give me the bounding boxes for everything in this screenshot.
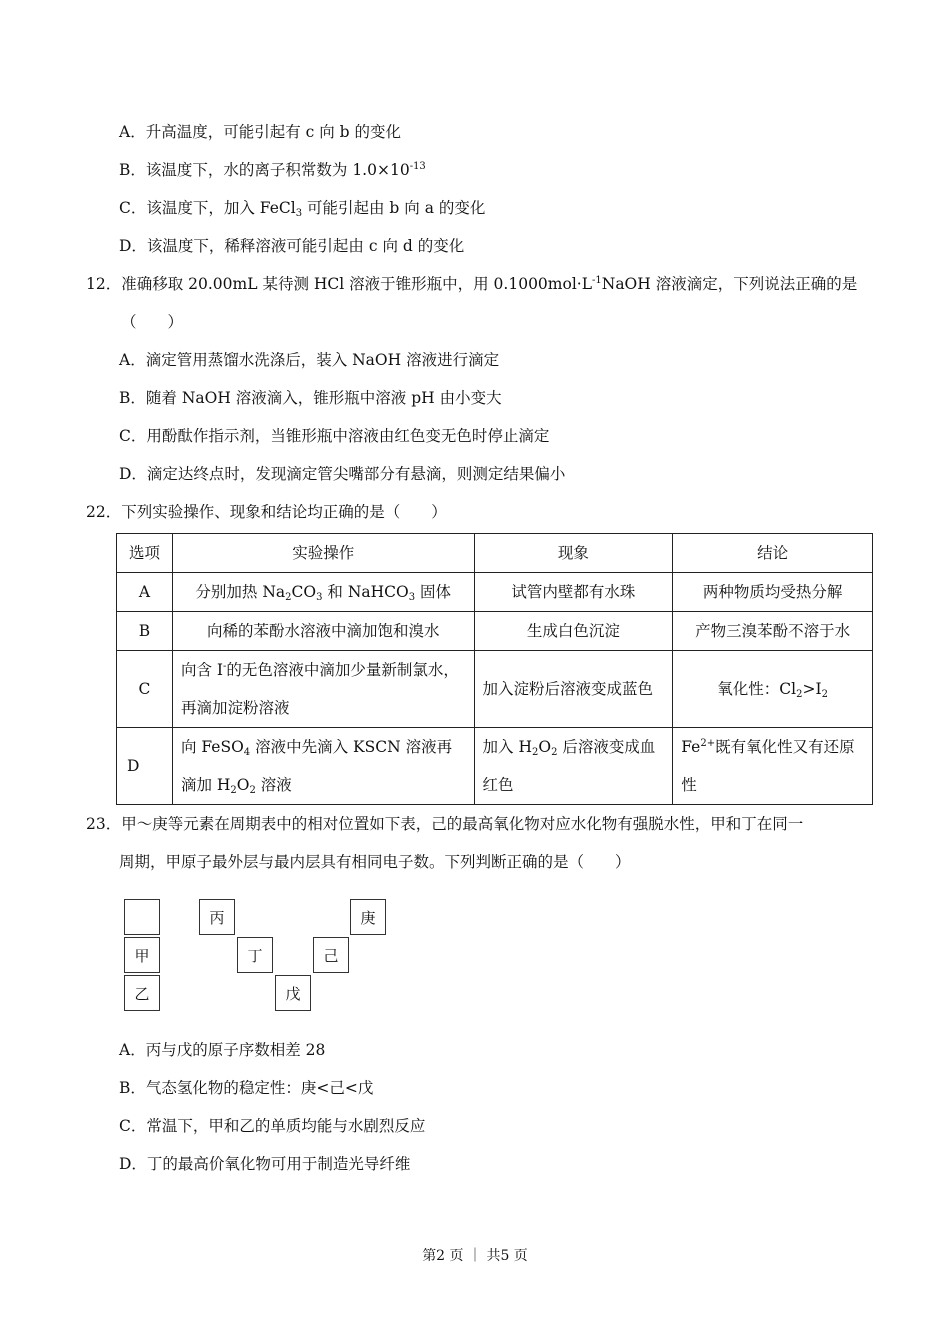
cell-jia: 甲 <box>124 937 160 973</box>
q23-option-a: A．丙与戊的原子序数相差 28 <box>119 1041 326 1059</box>
header-option: 选项 <box>117 534 173 573</box>
row-b-conclusion: 产物三溴苯酚不溶于水 <box>673 612 873 651</box>
row-c-option: C <box>117 651 173 728</box>
table-row <box>117 651 873 728</box>
table-row <box>117 728 873 805</box>
table-header-row <box>117 534 873 573</box>
row-d-option: D <box>117 728 173 805</box>
row-a-operation: 分别加热 $Na_2CO_3$ 和 NaHCO$_3$ 固体 <box>172 573 474 612</box>
table-row <box>117 573 873 612</box>
q23-option-c: C．常温下，甲和乙的单质均能与水剧烈反应 <box>119 1117 426 1135</box>
row-b-operation: 向稀的苯酚水溶液中滴加饱和溴水 <box>172 612 474 651</box>
q11-option-d: D．该温度下，稀释溶液可能引起由 c 向 d 的变化 <box>119 237 465 255</box>
cell-geng: 庚 <box>350 899 386 935</box>
row-a-conclusion: 两种物质均受热分解 <box>673 573 873 612</box>
header-operation: 实验操作 <box>172 534 474 573</box>
cell-bing: 丙 <box>199 899 235 935</box>
q23-stem-line2: 周期，甲原子最外层与最内层具有相同电子数。下列判断正确的是（ ） <box>119 853 631 871</box>
header-phenomenon: 现象 <box>474 534 673 573</box>
q23-option-d: D．丁的最高价氧化物可用于制造光导纤维 <box>119 1155 411 1173</box>
q22-stem: 22．下列实验操作、现象和结论均正确的是（ ） <box>86 503 447 521</box>
row-c-operation: 向含 I-的无色溶液中滴加少量新制氯水，再滴加淀粉溶液 <box>172 651 474 728</box>
cell-ding: 丁 <box>237 937 273 973</box>
row-a-option: A <box>117 573 173 612</box>
q12-option-a: A．滴定管用蒸馏水洗涤后，装入 NaOH 溶液进行滴定 <box>119 351 500 369</box>
q12-option-c: C．用酚酞作指示剂，当锥形瓶中溶液由红色变无色时停止滴定 <box>119 427 550 445</box>
cell-yi: 乙 <box>124 975 160 1011</box>
cell-ji: 己 <box>313 937 349 973</box>
q12-stem: 12．准确移取 20.00mL 某待测 HCl 溶液于锥形瓶中，用 $0.1000mol\cdot L^{-1}NaOH$ 溶液滴定，下列说法正确的是 <box>86 275 858 293</box>
q12-paren: （ ） <box>121 313 184 331</box>
row-d-operation: 向 FeSO$_4$ 溶液中先滴入 KSCN 溶液再滴加 $H_2O_2$ 溶液 <box>172 728 474 805</box>
cell-wu: 戊 <box>275 975 311 1011</box>
q11-option-a: A．升高温度，可能引起有 c 向 b 的变化 <box>119 123 402 141</box>
experiment-table <box>116 533 873 805</box>
row-d-phenomenon: 加入 $H_2O_2$ 后溶液变成血红色 <box>474 728 673 805</box>
cell-empty <box>124 899 160 935</box>
row-d-conclusion: $Fe^{2+}$既有氧化性又有还原性 <box>673 728 873 805</box>
q11-option-b: B．该温度下，水的离子积常数为 $1.0\times 10^{-13}$ <box>119 161 426 179</box>
q12-option-d: D．滴定达终点时，发现滴定管尖嘴部分有悬滴，则测定结果偏小 <box>119 465 566 483</box>
row-b-option: B <box>117 612 173 651</box>
q23-stem-line1: 23．甲～庚等元素在周期表中的相对位置如下表，己的最高氧化物对应水化物有强脱水性，甲和丁在同一 <box>86 815 804 833</box>
page-footer: 第2 页 ｜ 共5 页 <box>422 1248 528 1264</box>
q23-option-b: B．气态氢化物的稳定性：庚<己<戊 <box>119 1079 374 1097</box>
row-c-phenomenon: 加入淀粉后溶液变成蓝色 <box>474 651 673 728</box>
q11-option-c: C．该温度下，加入 FeCl$_3$ 可能引起由 b 向 a 的变化 <box>119 199 486 219</box>
q12-option-b: B．随着 NaOH 溶液滴入，锥形瓶中溶液 pH 由小变大 <box>119 389 502 407</box>
table-row <box>117 612 873 651</box>
row-c-conclusion: 氧化性：$Cl_2>I_2$ <box>673 651 873 728</box>
header-conclusion: 结论 <box>673 534 873 573</box>
row-a-phenomenon: 试管内壁都有水珠 <box>474 573 673 612</box>
row-b-phenomenon: 生成白色沉淀 <box>474 612 673 651</box>
